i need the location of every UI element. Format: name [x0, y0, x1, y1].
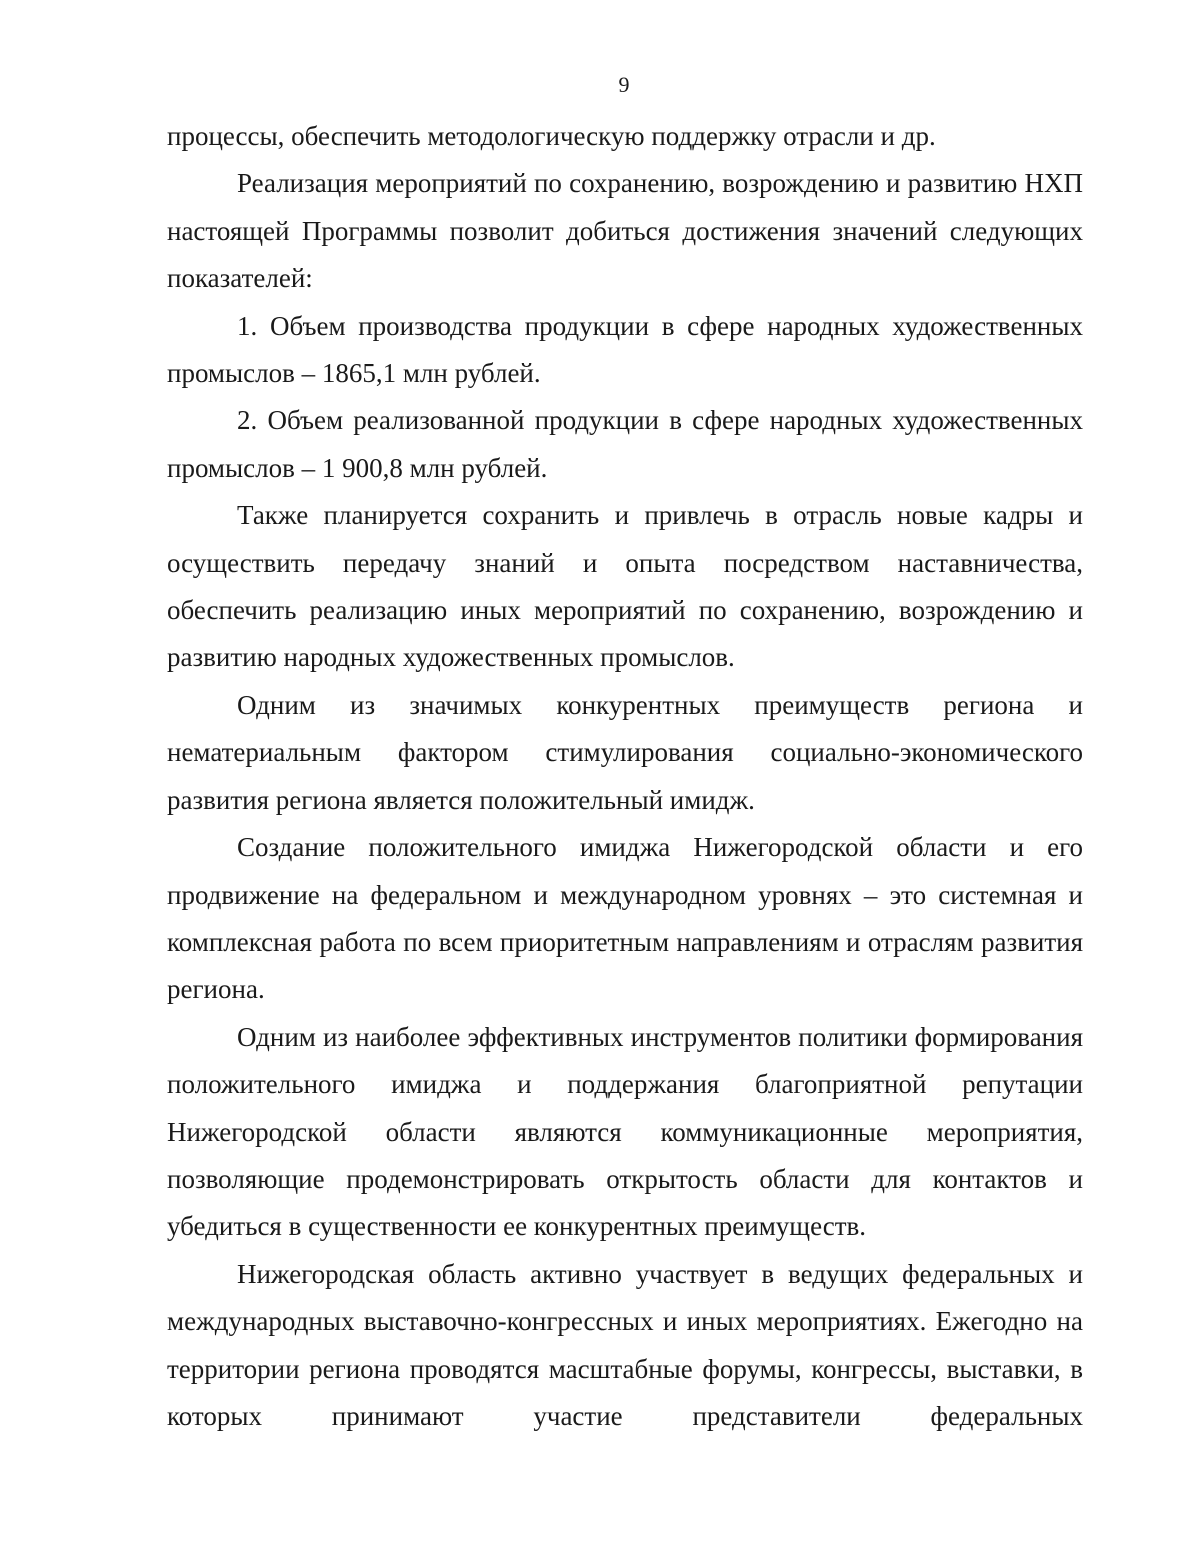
- document-body: [167, 113, 1083, 1440]
- paragraph: Также планируется сохранить и привлечь в отрасль новые кадры и осуществить передачу знаний и опыта посредством наставничества, обеспечить реализацию иных мероприятий по сохранению, возрождению и развитию народных художественных промыслов.: [167, 500, 1083, 673]
- paragraph: Одним из наиболее эффективных инструментов политики формирования положительного имиджа и поддержания благоприятной репутации Нижегородской области являются коммуникационные мероприятия, позволяющие продемонстрировать открытость области для контактов и убедиться в существенности ее конкурентных преимуществ.: [167, 1021, 1083, 1242]
- paragraph: 1. Объем производства продукции в сфере народных художественных промыслов – 1865,1 млн рублей.: [167, 310, 1083, 389]
- paragraph: 2. Объем реализованной продукции в сфере народных художественных промыслов – 1 900,8 млн рублей.: [167, 405, 1083, 483]
- paragraph: Нижегородская область активно участвует в ведущих федеральных и международных выставочно-конгрессных и иных мероприятиях. Ежегодно на территории региона проводятся масштабные форумы, конгрессы, выставки, в которых принимают участие представители федеральных: [167, 1258, 1083, 1431]
- paragraph: Реализация мероприятий по сохранению, возрождению и развитию НХП настоящей Программы позволит добиться достижения значений следующих показателей:: [167, 168, 1083, 294]
- paragraph: Создание положительного имиджа Нижегородской области и его продвижение на федеральном и международном уровнях – это системная и комплексная работа по всем приоритетным направлениям и отраслям развития региона.: [167, 832, 1083, 1005]
- paragraph: процессы, обеспечить методологическую поддержку отрасли и др.: [167, 121, 936, 151]
- page-number: 9: [618, 72, 630, 97]
- paragraph: Одним из значимых конкурентных преимуществ региона и нематериальным фактором стимулирования социально-экономического развития региона является положительный имидж.: [167, 689, 1083, 815]
